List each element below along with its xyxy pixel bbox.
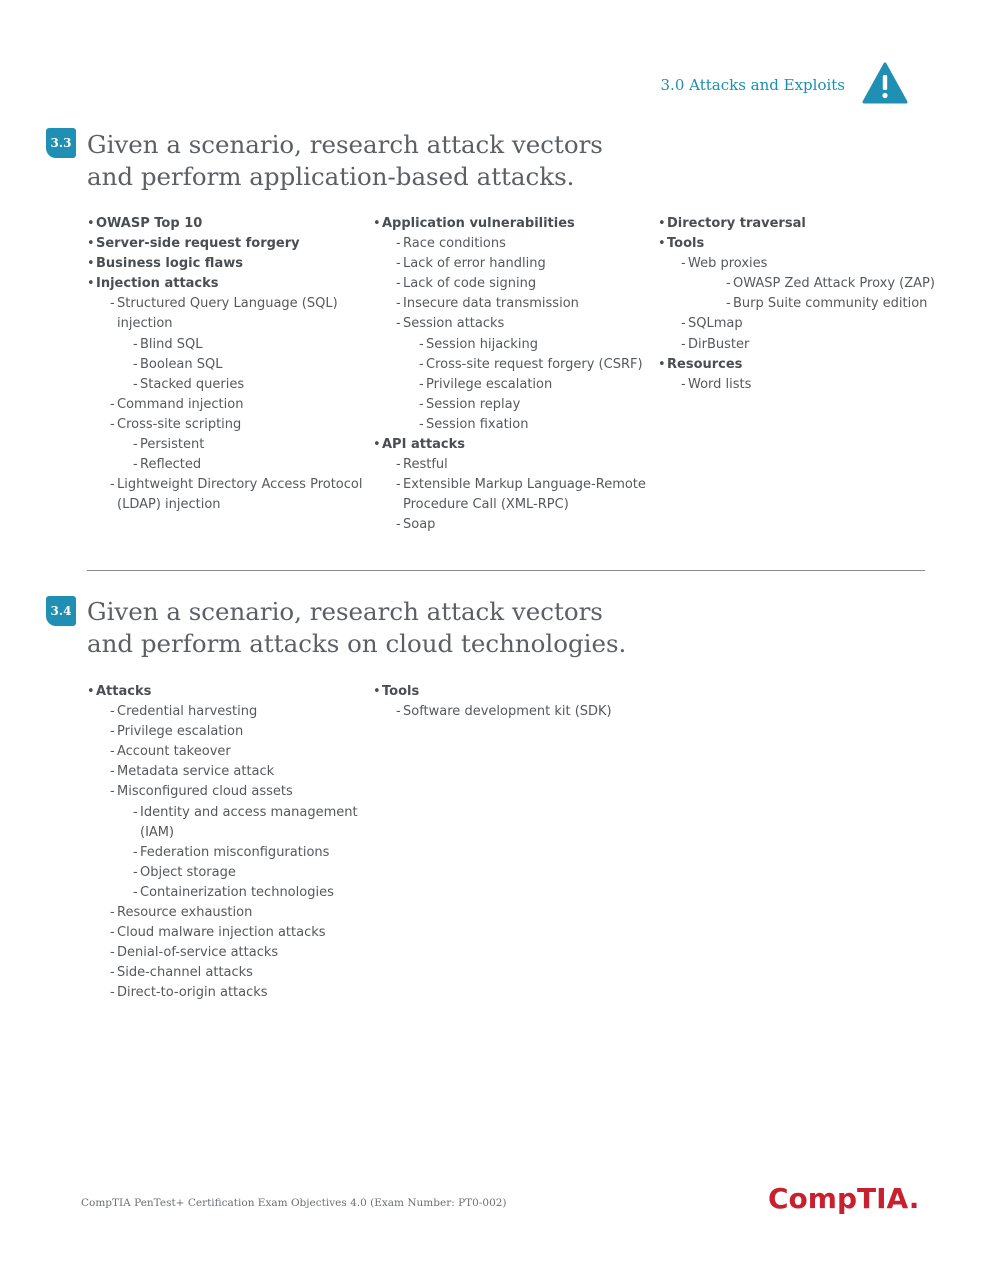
objective-subtopic: - Session replay [373, 395, 653, 415]
objective-subtopic: - Containerization technologies [87, 883, 367, 903]
objective-subtopic: - Lack of code signing [373, 274, 653, 294]
svg-text:CompTIA.: CompTIA. [768, 1182, 920, 1215]
objective-subtopic: - Federation misconfigurations [87, 843, 367, 863]
objective-subtopic: - Lightweight Directory Access Protocol (LDAP) injection [87, 475, 367, 515]
objective-subtopic: - OWASP Zed Attack Proxy (ZAP) [658, 274, 938, 294]
objective-subtopic: - Reflected [87, 455, 367, 475]
objective-subtopic: - Cross-site request forgery (CSRF) [373, 355, 653, 375]
objective-topic: • API attacks [373, 435, 653, 455]
objective-topic: • OWASP Top 10 [87, 214, 367, 234]
objective-subtopic: - Misconfigured cloud assets [87, 782, 367, 802]
footer-text: CompTIA PenTest+ Certification Exam Objectives 4.0 (Exam Number: PT0-002) [81, 1197, 507, 1209]
objective-subtopic: - Direct-to-origin attacks [87, 983, 367, 1003]
objective-subtopic: - Blind SQL [87, 335, 367, 355]
objective-subtopic: - Credential harvesting [87, 702, 367, 722]
objective-topic: • Server-side request forgery [87, 234, 367, 254]
objective-subtopic: - Cross-site scripting [87, 415, 367, 435]
objective-topic: • Directory traversal [658, 214, 938, 234]
objective-subtopic: - Soap [373, 515, 653, 535]
objective-subtopic: - Software development kit (SDK) [373, 702, 653, 722]
objective-column [87, 214, 367, 515]
objective-column [373, 682, 653, 722]
objective-topic: • Business logic flaws [87, 254, 367, 274]
comptia-logo [768, 1178, 920, 1218]
objective-column [373, 214, 653, 536]
objective-subtopic: - Boolean SQL [87, 355, 367, 375]
objective-subtopic: - Burp Suite community edition [658, 294, 938, 314]
objective-subtopic: - Privilege escalation [373, 375, 653, 395]
objective-column [87, 682, 367, 1004]
section-divider [87, 570, 925, 571]
objective-topic: • Tools [373, 682, 653, 702]
objective-column [658, 214, 938, 395]
section-number-badge: 3.3 [46, 128, 76, 158]
objective-subtopic: - Side-channel attacks [87, 963, 367, 983]
objective-subtopic: - Web proxies [658, 254, 938, 274]
objective-topic: • Resources [658, 355, 938, 375]
objective-subtopic: - Insecure data transmission [373, 294, 653, 314]
section-heading: Given a scenario, research attack vectors and perform application-based attacks. [87, 130, 603, 191]
objective-subtopic: - Denial-of-service attacks [87, 943, 367, 963]
objective-subtopic: - Command injection [87, 395, 367, 415]
objective-subtopic: - Lack of error handling [373, 254, 653, 274]
objective-subtopic: - Session attacks [373, 314, 653, 334]
objective-subtopic: - Account takeover [87, 742, 367, 762]
objective-subtopic: - Word lists [658, 375, 938, 395]
objective-subtopic: - Structured Query Language (SQL) injection [87, 294, 367, 334]
header-title: 3.0 Attacks and Exploits [660, 76, 845, 94]
objective-subtopic: - Object storage [87, 863, 367, 883]
objective-subtopic: - Session hijacking [373, 335, 653, 355]
objective-subtopic: - Persistent [87, 435, 367, 455]
objective-subtopic: - DirBuster [658, 335, 938, 355]
objective-topic: • Application vulnerabilities [373, 214, 653, 234]
objective-subtopic: - Restful [373, 455, 653, 475]
objective-subtopic: - Metadata service attack [87, 762, 367, 782]
section-number-badge: 3.4 [46, 596, 76, 626]
objective-subtopic: - Identity and access management (IAM) [87, 803, 367, 843]
objective-topic: • Attacks [87, 682, 367, 702]
objective-topic: • Tools [658, 234, 938, 254]
objective-topic: • Injection attacks [87, 274, 367, 294]
objective-subtopic: - Race conditions [373, 234, 653, 254]
objective-subtopic: - Privilege escalation [87, 722, 367, 742]
objective-subtopic: - Extensible Markup Language-Remote Procedure Call (XML-RPC) [373, 475, 653, 515]
objective-subtopic: - Cloud malware injection attacks [87, 923, 367, 943]
objective-subtopic: - Resource exhaustion [87, 903, 367, 923]
objective-subtopic: - Session fixation [373, 415, 653, 435]
section-heading: Given a scenario, research attack vectors and perform attacks on cloud technologies. [87, 597, 627, 658]
warning-icon [862, 62, 908, 104]
objective-subtopic: - Stacked queries [87, 375, 367, 395]
objective-subtopic: - SQLmap [658, 314, 938, 334]
